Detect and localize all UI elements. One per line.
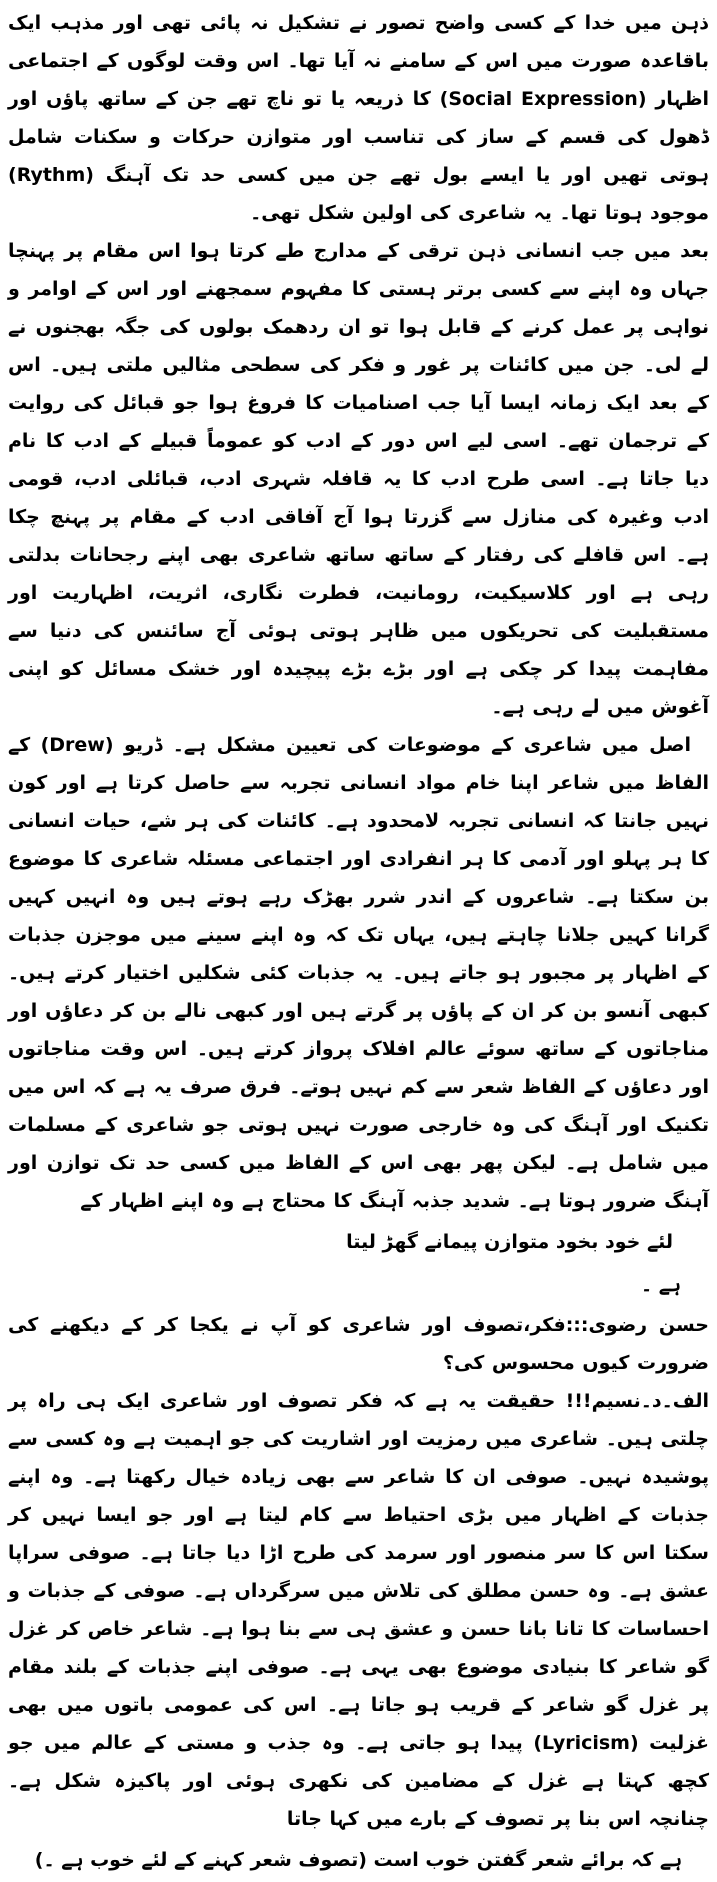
paragraph-poetry-origins: ذہن میں خدا کے کسی واضح تصور نے تشکیل نہ پائی تھی اور مذہب ایک باقاعدہ صورت میں اس کے سامنے نہ آیا تھا۔ اس وقت لوگوں کے اجتماعی اظہار (Social Expression) کا ذریعہ یا تو ناچ تھے جن کے ساتھ پاؤں اور ڈھول کی قسم کے ساز کی تناسب اور متوازن حرکات و سکنات شامل ہوتی تھیں اور یا ایسے بول تھے جن میں کسی حد تک آہنگ (Rythm) موجود ہوتا تھا۔ یہ شاعری کی اولین شکل تھی۔ — [8, 12, 709, 224]
paragraph-poetry-subjects: اصل میں شاعری کے موضوعات کی تعیین مشکل ہے۔ ڈریو (Drew) کے الفاظ میں شاعر اپنا خام مواد انسانی تجربہ سے حاصل کرتا ہے اور کون نہیں جانتا کہ انسانی تجربہ لامحدود ہے۔ کائنات کی ہر شے، حیات انسانی کا ہر پہلو اور آدمی کا ہر انفرادی اور اجتماعی مسئلہ شاعری کا موضوع بن سکتا ہے۔ شاعروں کے اندر شرر بھڑک رہے ہوتے ہیں وہ انہیں کہیں گرانا کہیں جلانا چاہتے ہیں، یہاں تک کہ وہ اپنے سینے میں موجزن جذبات کے اظہار پر مجبور ہو جاتے ہیں۔ یہ جذبات کئی شکلیں اختیار کرتے ہیں۔ کبھی آنسو بن کر ان کے پاؤں پر گرتے ہیں اور کبھی نالے بن کر دعاؤں اور مناجاتوں کے ساتھ سوئے عالم افلاک پرواز کرتے ہیں۔ اس وقت مناجاتوں اور دعاؤں کے الفاظ شعر سے کم نہیں ہوتے۔ فرق صرف یہ ہے کہ اس میں تکنیک اور آہنگ کی وہ خارجی صورت نہیں ہوتی جو شاعری کے مسلمات میں شامل ہے۔ لیکن پھر بھی اس کے الفاظ میں کسی حد تک توازن اور آہنگ ضرور ہوتا ہے۔ شدید جذبہ آہنگ کا محتاج ہے وہ اپنے اظہار کے — [8, 734, 709, 1212]
overflow-line-1: لئے خود بخود متوازن پیمانے گھڑ لیتا — [346, 1231, 673, 1253]
closing-persian-quote-line: ہے کہ برائے شعر گفتن خوب است (تصوف شعر کہنے کے لئے خوب ہے ۔) — [34, 1849, 683, 1871]
interview-question-hasan-rizvi: حسن رضوی:::فکر،تصوف اور شاعری کو آپ نے یکجا کر کے دیکھنے کی ضرورت کیوں محسوس کی؟ — [8, 1314, 709, 1374]
paragraph-literature-evolution: بعد میں جب انسانی ذہن ترقی کے مدارج طے کرتا ہوا اس مقام پر پہنچا جہاں وہ اپنے سے کسی برتر ہستی کا مفہوم سمجھنے اور اس کے اوامر و نواہی پر عمل کرنے کے قابل ہوا تو ان ردھمک بولوں کی جگہ بھجنوں نے لے لی۔ جن میں کائنات پر غور و فکر کی سطحی مثالیں ملتی ہیں۔ اس کے بعد ایک زمانہ ایسا آیا جب اصنامیات کا فروغ ہوا جو قبائل کی روایت کے ترجمان تھے۔ اسی لیے اس دور کے ادب کو عموماً قبیلے کے ادب کا نام دیا جاتا ہے۔ اسی طرح ادب کا یہ قافلہ شہری ادب، قبائلی ادب، قومی ادب وغیرہ کی منازل سے گزرتا ہوا آج آفاقی ادب کے مقام پر پہنچ چکا ہے۔ اس قافلے کی رفتار کے ساتھ ساتھ شاعری بھی اپنے رجحانات بدلتی رہی ہے اور کلاسیکیت، رومانیت، فطرت نگاری، اثریت، اظہاریت اور مستقبلیت کی تحریکوں میں ظاہر ہوتی ہوئی آج سائنس کی دنیا سے مفاہمت پیدا کر چکی ہے اور بڑے بڑے پیچیدہ اور خشک مسائل کو اپنی آغوش میں لے رہی ہے۔ — [8, 240, 709, 718]
overflow-line-2: ہے ۔ — [640, 1274, 681, 1296]
interview-answer-alif-dal-naseem: الف۔د۔نسیم!!! حقیقت یہ ہے کہ فکر تصوف اور شاعری ایک ہی راہ پر چلتی ہیں۔ شاعری میں رمزیت اور اشاریت کی جو اہمیت ہے وہ کسی سے پوشیدہ نہیں۔ صوفی ان کا شاعر سے بھی زیادہ خیال رکھتا ہے۔ وہ اپنے جذبات کے اظہار میں بڑی احتیاط سے کام لیتا ہے اور جو ایسا نہیں کر سکتا اس کا سر منصور اور سرمد کی طرح اڑا دیا جاتا ہے۔ صوفی سراپا عشق ہے۔ وہ حسن مطلق کی تلاش میں سرگرداں ہے۔ صوفی کے جذبات و احساسات کا تانا بانا حسن و عشق ہی سے بنا ہوا ہے۔ شاعر خاص کر غزل گو شاعر کا بنیادی موضوع بھی یہی ہے۔ صوفی اپنے جذبات کے بلند مقام پر غزل گو شاعر کے قریب ہو جاتا ہے۔ اس کی عمومی باتوں میں بھی غزلیت (Lyricism) پیدا ہو جاتی ہے۔ وہ جذب و مستی کے عالم میں جو کچھ کہتا ہے غزل کے مضامین کی نکھری ہوئی اور پاکیزہ شکل ہے۔ چنانچہ اس بنا پر تصوف کے بارے میں کہا جاتا — [8, 1390, 709, 1830]
